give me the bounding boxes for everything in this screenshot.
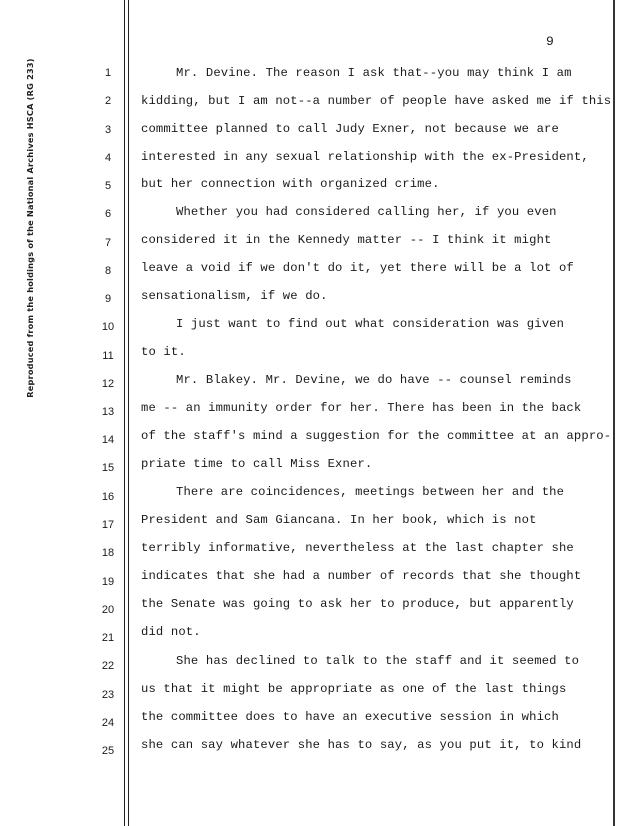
transcript-line: sensationalism, if we do. [141,289,328,303]
archive-margin-note-text: Reproduced from the holdings of the National Archives HSCA (RG 233) [25,58,35,398]
line-number: 21 [101,632,115,644]
line-number: 19 [101,576,115,588]
line-number: 1 [104,67,112,79]
transcript-line: interested in any sexual relationship with the ex-President, [141,150,589,164]
transcript-line: indicates that she had a number of records that she thought [141,569,582,583]
line-number: 3 [104,124,112,136]
line-number: 24 [101,717,115,729]
transcript-line: There are coincidences, meetings between her and the [176,485,565,499]
line-number: 5 [104,180,112,192]
transcript-line: Whether you had considered calling her, if you even [176,205,557,219]
line-number: 6 [104,208,112,220]
line-number: 22 [101,660,115,672]
line-number: 2 [104,95,112,107]
transcript-line: me -- an immunity order for her. There has been in the back [141,401,582,415]
transcript-line: I just want to find out what consideration was given [176,317,565,331]
transcript-line: priate time to call Miss Exner. [141,457,373,471]
right-margin-rule [613,0,615,826]
transcript-line: President and Sam Giancana. In her book, which is not [141,513,537,527]
transcript-line: us that it might be appropriate as one of the last things [141,682,567,696]
line-number: 11 [102,350,114,362]
transcript-line: considered it in the Kennedy matter -- I think it might [141,233,552,247]
line-number: 15 [101,462,115,474]
line-number: 10 [101,321,115,333]
transcript-line: terribly informative, nevertheless at the last chapter she [141,541,574,555]
transcript-line: did not. [141,625,201,639]
line-number: 16 [101,491,115,503]
left-margin-rule-inner [128,0,129,826]
transcript-line: of the staff's mind a suggestion for the committee at an appro- [141,429,612,443]
transcript-line: Mr. Devine. The reason I ask that--you may think I am [176,66,572,80]
transcript-line: the committee does to have an executive session in which [141,710,559,724]
line-number: 23 [101,689,115,701]
line-number: 17 [101,519,115,531]
line-number: 4 [104,152,112,164]
transcript-line: committee planned to call Judy Exner, not because we are [141,122,559,136]
line-number: 13 [101,406,115,418]
line-number: 18 [101,547,115,559]
transcript-line: kidding, but I am not--a number of people have asked me if this [141,94,612,108]
line-number: 9 [104,293,112,305]
archive-margin-note [8,18,52,438]
transcript-line: she can say whatever she has to say, as you put it, to kind [141,738,582,752]
line-number: 12 [101,378,115,390]
line-number: 14 [101,434,115,446]
transcript-line: Mr. Blakey. Mr. Devine, we do have -- counsel reminds [176,373,572,387]
transcript-line: leave a void if we don't do it, yet there will be a lot of [141,261,574,275]
transcript-line: the Senate was going to ask her to produce, but apparently [141,597,574,611]
line-number: 7 [104,237,112,249]
transcript-line: She has declined to talk to the staff and it seemed to [176,654,580,668]
line-number: 8 [104,265,112,277]
line-number: 25 [101,745,115,757]
left-margin-rule-outer [124,0,125,826]
transcript-line: to it. [141,345,186,359]
page-number: 9 [546,34,554,49]
transcript-line: but her connection with organized crime. [141,177,440,191]
line-number: 20 [101,604,115,616]
